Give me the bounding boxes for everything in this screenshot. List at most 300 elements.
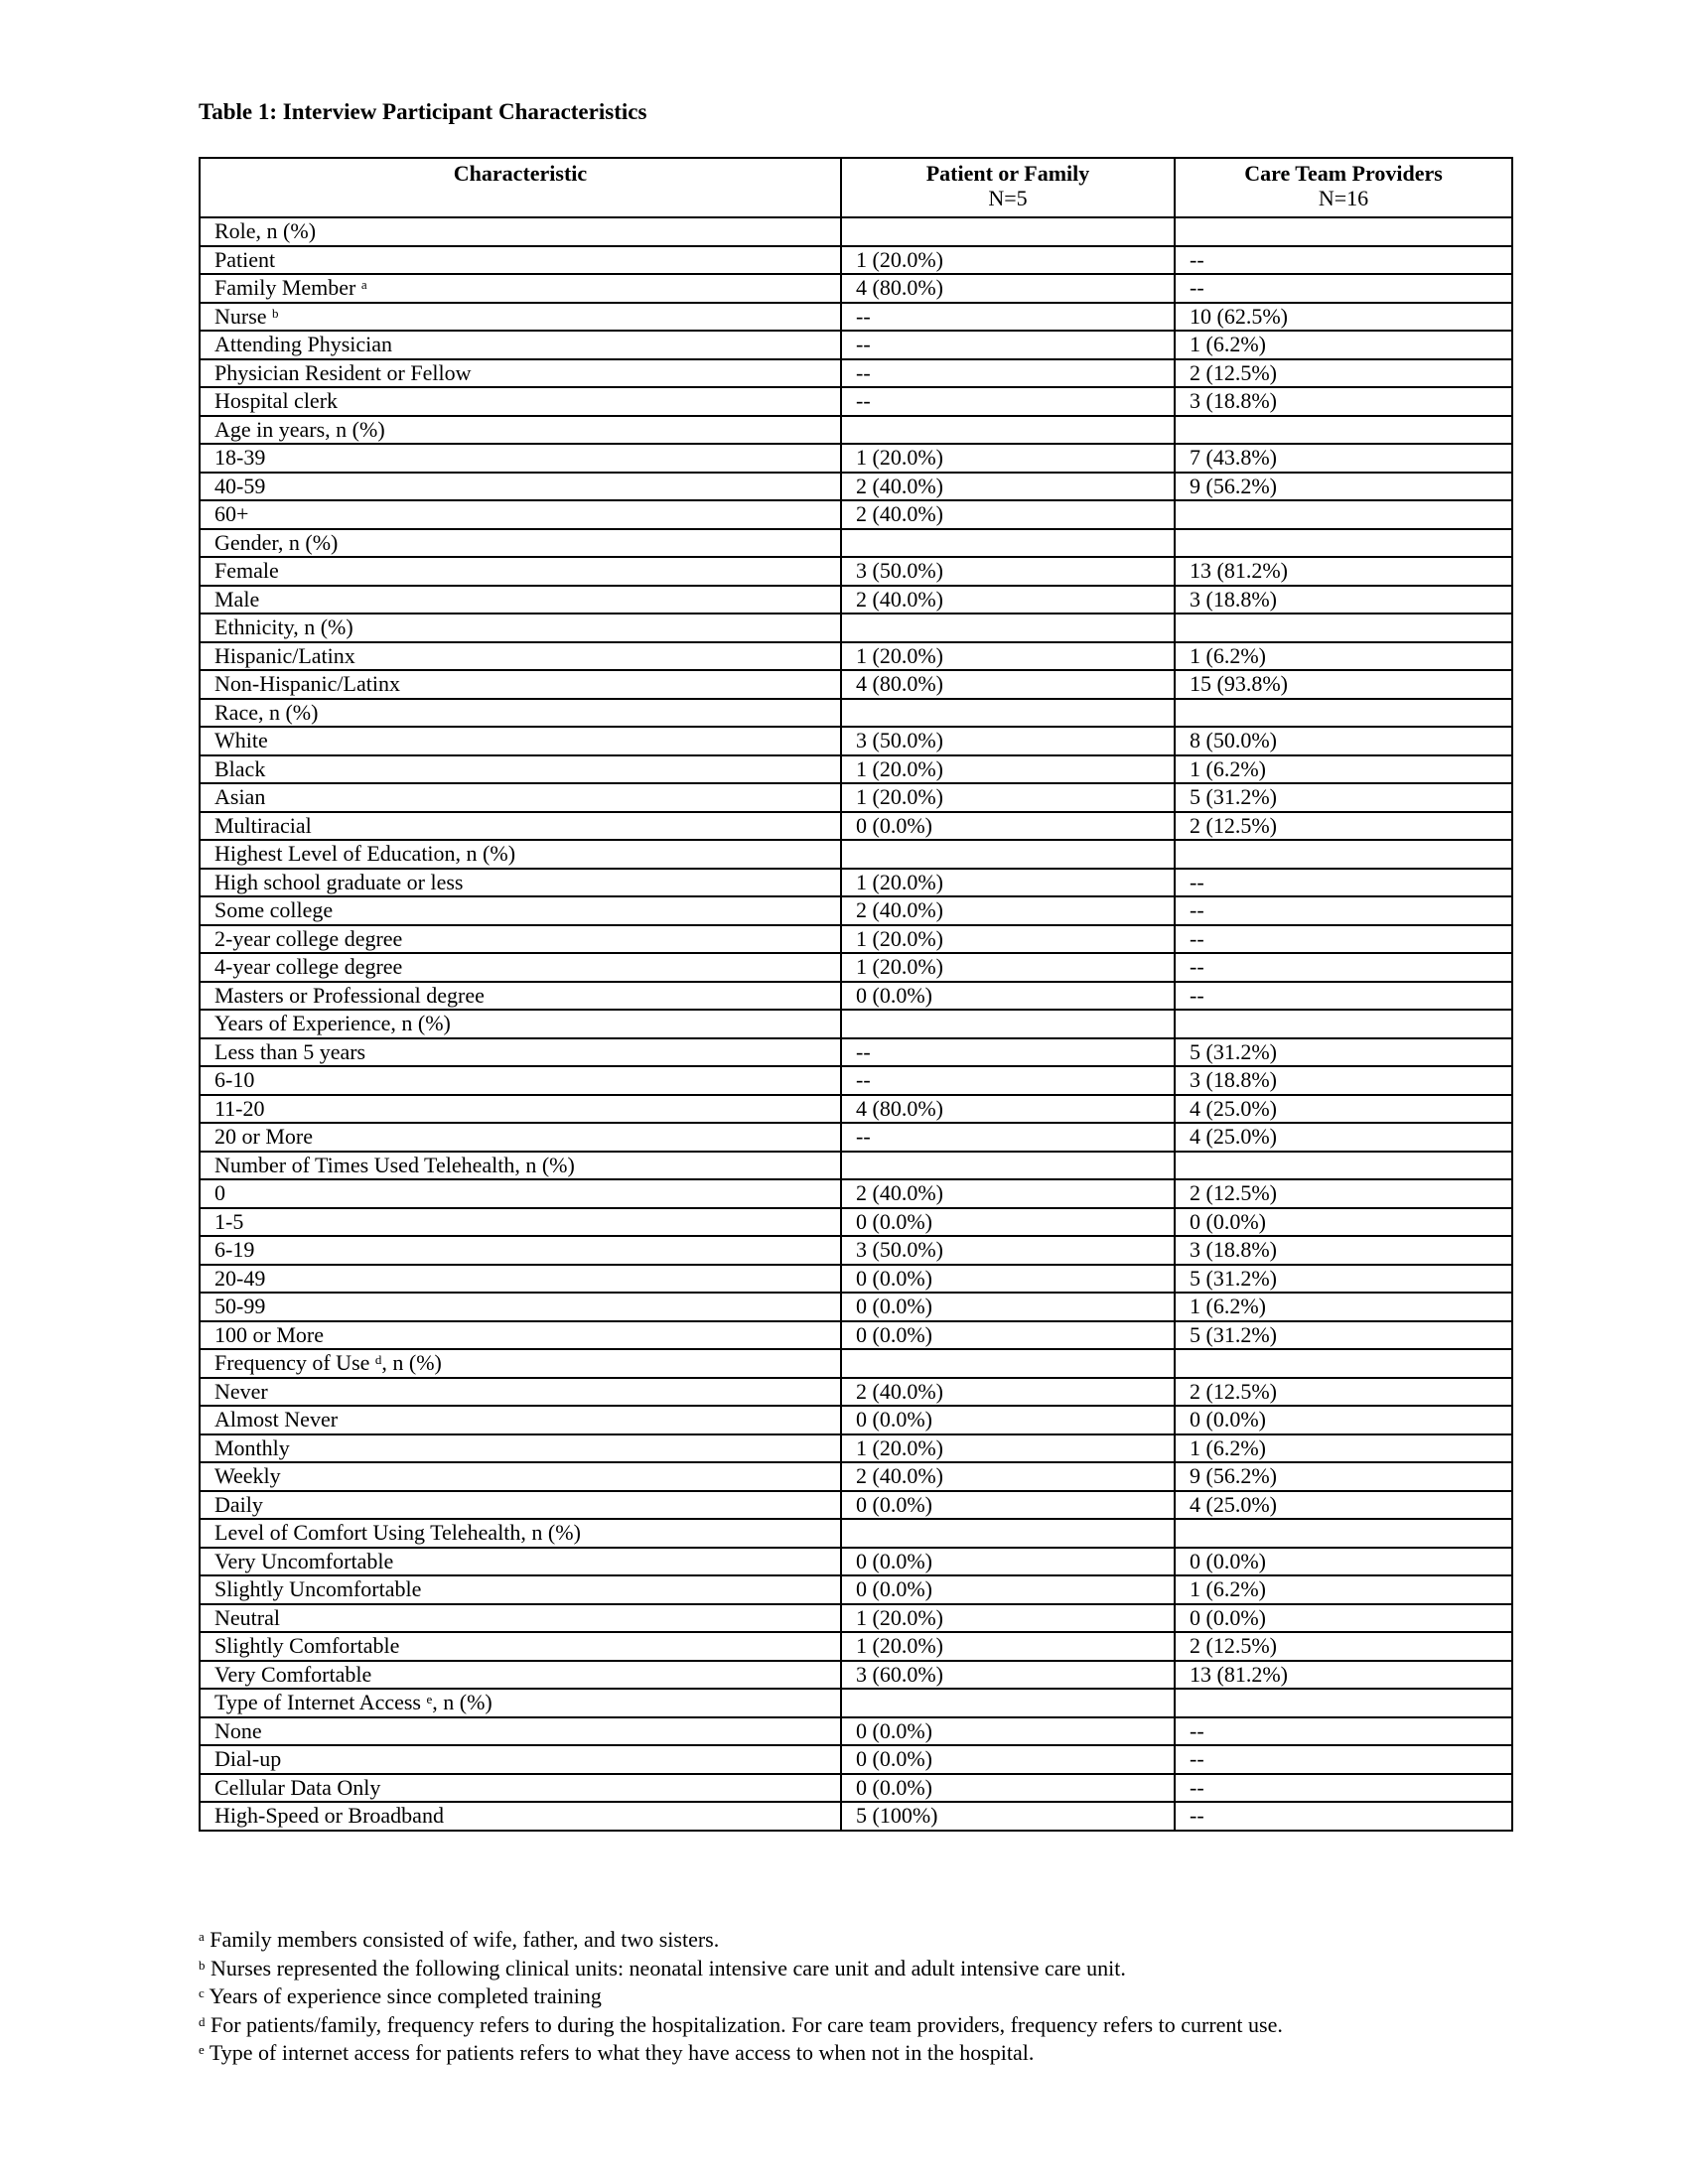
footnote (199, 2011, 1489, 2040)
table-row (200, 1632, 1512, 1661)
category-row (200, 529, 1512, 558)
care-team-value: 0 (0.0%) (1175, 1548, 1512, 1576)
characteristic-label: Family Member (214, 275, 356, 300)
care-team-value: -- (1175, 1717, 1512, 1746)
category-label-cell (200, 416, 841, 445)
table-row (200, 500, 1512, 529)
patient-family-value: 2 (40.0%) (841, 473, 1175, 501)
participant-characteristics-table (199, 157, 1513, 1832)
characteristic-label: Physician Resident or Fellow (214, 359, 472, 385)
patient-family-value: -- (841, 387, 1175, 416)
category-label-cell (200, 529, 841, 558)
characteristic-cell (200, 557, 841, 586)
characteristic-cell (200, 1293, 841, 1321)
table-row (200, 1179, 1512, 1208)
table-row (200, 1378, 1512, 1407)
care-team-value: -- (1175, 1802, 1512, 1831)
care-team-value: 3 (18.8%) (1175, 387, 1512, 416)
patient-family-value: 1 (20.0%) (841, 1604, 1175, 1633)
patient-family-value: 2 (40.0%) (841, 586, 1175, 614)
patient-family-value (841, 1152, 1175, 1180)
characteristic-label-suffix: , n (%) (381, 1350, 442, 1375)
characteristic-label: 1-5 (214, 1208, 244, 1234)
care-team-value (1175, 614, 1512, 642)
table-row (200, 1406, 1512, 1434)
column-header-patient-label: Patient or Family (925, 161, 1090, 186)
care-team-value: 10 (62.5%) (1175, 303, 1512, 332)
characteristic-label: White (214, 728, 268, 752)
footnote-marker: b (272, 305, 279, 321)
category-label-cell (200, 1519, 841, 1548)
table-row (200, 925, 1512, 954)
patient-family-value: 4 (80.0%) (841, 670, 1175, 699)
characteristic-label: 20-49 (214, 1265, 266, 1291)
characteristic-cell (200, 303, 841, 332)
care-team-value: 13 (81.2%) (1175, 557, 1512, 586)
care-team-value: -- (1175, 1745, 1512, 1774)
category-label-cell (200, 1349, 841, 1378)
characteristic-label-suffix: , n (%) (432, 1690, 492, 1714)
characteristic-cell (200, 1406, 841, 1434)
characteristic-label: High-Speed or Broadband (214, 1803, 444, 1828)
characteristic-label: Years of Experience, n (%) (214, 1011, 451, 1035)
table-row (200, 1717, 1512, 1746)
care-team-value: -- (1175, 869, 1512, 897)
characteristic-cell (200, 1548, 841, 1576)
characteristic-cell (200, 1123, 841, 1152)
footnote (199, 1982, 1489, 2011)
table-row (200, 444, 1512, 473)
care-team-value (1175, 1152, 1512, 1180)
table-title: Table 1: Interview Participant Characteristics (199, 99, 647, 124)
characteristic-label: Highest Level of Education, n (%) (214, 841, 516, 866)
table-body (200, 217, 1512, 1831)
table-row (200, 869, 1512, 897)
care-team-value (1175, 840, 1512, 869)
patient-family-value: 1 (20.0%) (841, 246, 1175, 275)
characteristic-cell (200, 444, 841, 473)
characteristic-cell (200, 1774, 841, 1803)
care-team-value: 2 (12.5%) (1175, 359, 1512, 388)
characteristic-label: 6-10 (214, 1067, 255, 1092)
table-row (200, 982, 1512, 1011)
characteristic-label: Role, n (%) (214, 218, 317, 243)
characteristic-cell (200, 1378, 841, 1407)
footnote-marker: d (199, 2013, 206, 2029)
patient-family-value: 1 (20.0%) (841, 642, 1175, 671)
table-row (200, 1548, 1512, 1576)
patient-family-value: -- (841, 359, 1175, 388)
characteristic-label: Multiracial (214, 812, 312, 838)
patient-family-value: 1 (20.0%) (841, 1632, 1175, 1661)
characteristic-label: Type of Internet Access (214, 1690, 421, 1714)
characteristic-label: 6-19 (214, 1237, 255, 1262)
characteristic-label: Weekly (214, 1463, 281, 1488)
characteristic-cell (200, 1179, 841, 1208)
patient-family-value: 1 (20.0%) (841, 869, 1175, 897)
patient-family-value: 2 (40.0%) (841, 1378, 1175, 1407)
table-row (200, 274, 1512, 303)
patient-family-value: 1 (20.0%) (841, 444, 1175, 473)
patient-family-value: -- (841, 331, 1175, 359)
patient-family-value: 1 (20.0%) (841, 755, 1175, 784)
care-team-value: 13 (81.2%) (1175, 1661, 1512, 1690)
table-row (200, 642, 1512, 671)
table-row (200, 1123, 1512, 1152)
patient-family-value (841, 614, 1175, 642)
table-row (200, 1038, 1512, 1067)
patient-family-value: 0 (0.0%) (841, 982, 1175, 1011)
patient-family-value: 0 (0.0%) (841, 1745, 1175, 1774)
characteristic-label: Neutral (214, 1604, 280, 1630)
table-row (200, 783, 1512, 812)
characteristic-cell (200, 1038, 841, 1067)
table-row (200, 1774, 1512, 1803)
category-row (200, 699, 1512, 728)
table-header-row (200, 158, 1512, 217)
patient-family-value: 0 (0.0%) (841, 1491, 1175, 1520)
table-row (200, 1293, 1512, 1321)
characteristic-label: None (214, 1717, 262, 1743)
characteristic-label: 4-year college degree (214, 954, 403, 979)
characteristic-cell (200, 755, 841, 784)
patient-family-value: 0 (0.0%) (841, 1575, 1175, 1604)
patient-family-value (841, 416, 1175, 445)
table-row (200, 755, 1512, 784)
table-row (200, 1236, 1512, 1265)
characteristic-cell (200, 812, 841, 841)
patient-family-value: 2 (40.0%) (841, 1179, 1175, 1208)
column-header-care-team (1175, 158, 1512, 217)
table-row (200, 387, 1512, 416)
table-row (200, 1575, 1512, 1604)
care-team-value: 3 (18.8%) (1175, 586, 1512, 614)
patient-family-value: 5 (100%) (841, 1802, 1175, 1831)
characteristic-label: Nurse (214, 303, 267, 329)
footnote-marker: c (199, 1985, 205, 2000)
patient-family-value: 4 (80.0%) (841, 1095, 1175, 1124)
care-team-value: 3 (18.8%) (1175, 1236, 1512, 1265)
care-team-value: 1 (6.2%) (1175, 1575, 1512, 1604)
care-team-value: 5 (31.2%) (1175, 1321, 1512, 1350)
care-team-value (1175, 500, 1512, 529)
characteristic-cell (200, 925, 841, 954)
characteristic-cell (200, 586, 841, 614)
care-team-value: 8 (50.0%) (1175, 727, 1512, 755)
patient-family-value: 2 (40.0%) (841, 1462, 1175, 1491)
characteristic-label: Race, n (%) (214, 699, 319, 725)
care-team-value: 15 (93.8%) (1175, 670, 1512, 699)
table-row (200, 1745, 1512, 1774)
patient-family-value: 1 (20.0%) (841, 783, 1175, 812)
patient-family-value: 3 (50.0%) (841, 557, 1175, 586)
category-label-cell (200, 614, 841, 642)
table-row (200, 1321, 1512, 1350)
footnotes (199, 1926, 1489, 2068)
patient-family-value: 3 (50.0%) (841, 727, 1175, 755)
category-label-cell (200, 1152, 841, 1180)
characteristic-label: Hospital clerk (214, 388, 339, 413)
category-label-cell (200, 217, 841, 246)
characteristic-cell (200, 1236, 841, 1265)
characteristic-label: Slightly Comfortable (214, 1633, 400, 1658)
characteristic-cell (200, 331, 841, 359)
table-row (200, 1462, 1512, 1491)
category-row (200, 416, 1512, 445)
care-team-value: 5 (31.2%) (1175, 1265, 1512, 1294)
care-team-value: 7 (43.8%) (1175, 444, 1512, 473)
patient-family-value: 0 (0.0%) (841, 1293, 1175, 1321)
footnote-marker: e (426, 1692, 433, 1706)
characteristic-cell (200, 274, 841, 303)
table-row (200, 670, 1512, 699)
patient-family-value: -- (841, 1038, 1175, 1067)
footnote-text: For patients/family, frequency refers to during the hospitalization. For care team providers, frequency refers to current use. (205, 2011, 1283, 2037)
patient-family-value: 3 (60.0%) (841, 1661, 1175, 1690)
characteristic-label: Patient (214, 246, 276, 272)
table-row (200, 586, 1512, 614)
patient-family-value: 0 (0.0%) (841, 1548, 1175, 1576)
care-team-value (1175, 1519, 1512, 1548)
care-team-value: 4 (25.0%) (1175, 1491, 1512, 1520)
care-team-value: 1 (6.2%) (1175, 1434, 1512, 1463)
characteristic-cell (200, 500, 841, 529)
characteristic-label: 40-59 (214, 473, 266, 498)
patient-family-value: 0 (0.0%) (841, 1321, 1175, 1350)
care-team-value: -- (1175, 274, 1512, 303)
characteristic-label: Hispanic/Latinx (214, 642, 355, 668)
care-team-value: 9 (56.2%) (1175, 1462, 1512, 1491)
table-row (200, 1661, 1512, 1690)
characteristic-label: 60+ (214, 501, 249, 526)
care-team-value: 2 (12.5%) (1175, 812, 1512, 841)
characteristic-label: Gender, n (%) (214, 529, 339, 555)
care-team-value: -- (1175, 953, 1512, 982)
category-row (200, 614, 1512, 642)
table-row (200, 331, 1512, 359)
characteristic-label: Almost Never (214, 1407, 339, 1432)
characteristic-cell (200, 1491, 841, 1520)
characteristic-label: Female (214, 558, 279, 583)
table-row (200, 1604, 1512, 1633)
characteristic-cell (200, 1604, 841, 1633)
table-row (200, 953, 1512, 982)
footnote-marker: a (360, 277, 367, 292)
table-row (200, 1066, 1512, 1095)
characteristic-label: Never (214, 1378, 268, 1404)
table-row (200, 359, 1512, 388)
characteristic-label: Asian (214, 784, 266, 809)
characteristic-cell (200, 1434, 841, 1463)
patient-family-value (841, 1689, 1175, 1717)
footnote-marker: a (199, 1929, 205, 1944)
care-team-value: 5 (31.2%) (1175, 1038, 1512, 1067)
patient-family-value (841, 840, 1175, 869)
patient-family-value: 0 (0.0%) (841, 812, 1175, 841)
characteristic-cell (200, 953, 841, 982)
care-team-value: 4 (25.0%) (1175, 1123, 1512, 1152)
care-team-value (1175, 699, 1512, 728)
characteristic-label: Number of Times Used Telehealth, n (%) (214, 1152, 575, 1177)
patient-family-value: 2 (40.0%) (841, 896, 1175, 925)
characteristic-cell (200, 783, 841, 812)
care-team-value (1175, 217, 1512, 246)
characteristic-cell (200, 1745, 841, 1774)
care-team-value: 1 (6.2%) (1175, 642, 1512, 671)
footnote-text: Nurses represented the following clinical units: neonatal intensive care unit and adult intensive care unit. (205, 1955, 1126, 1980)
column-header-patient-n: N=5 (988, 186, 1028, 210)
characteristic-cell (200, 727, 841, 755)
care-team-value: 3 (18.8%) (1175, 1066, 1512, 1095)
care-team-value: 5 (31.2%) (1175, 783, 1512, 812)
care-team-value: -- (1175, 925, 1512, 954)
category-label-cell (200, 840, 841, 869)
care-team-value: 0 (0.0%) (1175, 1604, 1512, 1633)
characteristic-cell (200, 473, 841, 501)
patient-family-value: 3 (50.0%) (841, 1236, 1175, 1265)
characteristic-label: Some college (214, 897, 334, 922)
patient-family-value (841, 1349, 1175, 1378)
patient-family-value: 0 (0.0%) (841, 1774, 1175, 1803)
characteristic-label: Non-Hispanic/Latinx (214, 671, 400, 696)
footnote-marker: d (374, 1352, 382, 1367)
category-label-cell (200, 699, 841, 728)
characteristic-cell (200, 1575, 841, 1604)
patient-family-value (841, 1519, 1175, 1548)
characteristic-cell (200, 1265, 841, 1294)
category-row (200, 217, 1512, 246)
care-team-value: 4 (25.0%) (1175, 1095, 1512, 1124)
column-header-patient (841, 158, 1175, 217)
footnote-text: Type of internet access for patients refers to what they have access to when not in the hospital. (204, 2040, 1035, 2065)
care-team-value: -- (1175, 982, 1512, 1011)
characteristic-label: Black (214, 755, 266, 781)
column-header-care-team-label: Care Team Providers (1244, 161, 1443, 186)
category-row (200, 1689, 1512, 1717)
care-team-value: 1 (6.2%) (1175, 331, 1512, 359)
footnote-marker: e (199, 2042, 205, 2057)
category-label-cell (200, 1689, 841, 1717)
characteristic-cell (200, 1321, 841, 1350)
patient-family-value: 0 (0.0%) (841, 1208, 1175, 1237)
characteristic-label: Dial-up (214, 1746, 282, 1771)
category-label-cell (200, 1010, 841, 1038)
patient-family-value (841, 529, 1175, 558)
category-row (200, 840, 1512, 869)
table-row (200, 896, 1512, 925)
care-team-value: 2 (12.5%) (1175, 1632, 1512, 1661)
characteristic-label: Very Comfortable (214, 1661, 372, 1687)
characteristic-label: Masters or Professional degree (214, 982, 485, 1008)
characteristic-label: 100 or More (214, 1321, 324, 1347)
category-row (200, 1010, 1512, 1038)
patient-family-value: 1 (20.0%) (841, 1434, 1175, 1463)
characteristic-cell (200, 1802, 841, 1831)
characteristic-cell (200, 1632, 841, 1661)
column-header-care-team-n: N=16 (1318, 186, 1369, 210)
characteristic-label: Ethnicity, n (%) (214, 614, 353, 639)
care-team-value: -- (1175, 896, 1512, 925)
care-team-value: -- (1175, 246, 1512, 275)
characteristic-label: Cellular Data Only (214, 1774, 381, 1800)
category-row (200, 1349, 1512, 1378)
table-row (200, 246, 1512, 275)
table-row (200, 557, 1512, 586)
care-team-value: 0 (0.0%) (1175, 1208, 1512, 1237)
table-row (200, 1208, 1512, 1237)
care-team-value (1175, 1010, 1512, 1038)
footnote (199, 1926, 1489, 1955)
patient-family-value (841, 217, 1175, 246)
characteristic-cell (200, 1661, 841, 1690)
table-row (200, 1802, 1512, 1831)
characteristic-cell (200, 1208, 841, 1237)
footnote-text: Family members consisted of wife, father, and two sisters. (204, 1927, 720, 1952)
table-row (200, 1491, 1512, 1520)
characteristic-label: Monthly (214, 1434, 290, 1460)
characteristic-label: Frequency of Use (214, 1350, 370, 1375)
patient-family-value: 0 (0.0%) (841, 1265, 1175, 1294)
characteristic-cell (200, 1095, 841, 1124)
patient-family-value (841, 1010, 1175, 1038)
category-row (200, 1519, 1512, 1548)
characteristic-label: Slightly Uncomfortable (214, 1576, 422, 1601)
characteristic-cell (200, 1717, 841, 1746)
patient-family-value: 0 (0.0%) (841, 1406, 1175, 1434)
patient-family-value: 0 (0.0%) (841, 1717, 1175, 1746)
characteristic-cell (200, 869, 841, 897)
patient-family-value (841, 699, 1175, 728)
characteristic-label: 0 (214, 1180, 225, 1205)
characteristic-label: Male (214, 586, 260, 612)
patient-family-value: -- (841, 1123, 1175, 1152)
care-team-value: 0 (0.0%) (1175, 1406, 1512, 1434)
characteristic-label: 2-year college degree (214, 925, 403, 951)
footnote-text: Years of experience since completed training (204, 1983, 602, 2008)
characteristic-label: 11-20 (214, 1095, 265, 1121)
patient-family-value: 1 (20.0%) (841, 953, 1175, 982)
care-team-value: -- (1175, 1774, 1512, 1803)
care-team-value: 1 (6.2%) (1175, 1293, 1512, 1321)
characteristic-cell (200, 896, 841, 925)
characteristic-label: Very Uncomfortable (214, 1548, 394, 1573)
table-row (200, 727, 1512, 755)
care-team-value (1175, 416, 1512, 445)
characteristic-label: High school graduate or less (214, 869, 464, 894)
care-team-value: 1 (6.2%) (1175, 755, 1512, 784)
characteristic-cell (200, 359, 841, 388)
care-team-value: 2 (12.5%) (1175, 1378, 1512, 1407)
category-row (200, 1152, 1512, 1180)
characteristic-label: 20 or More (214, 1124, 313, 1149)
patient-family-value: 2 (40.0%) (841, 500, 1175, 529)
table-row (200, 1265, 1512, 1294)
table-row (200, 1095, 1512, 1124)
table-row (200, 812, 1512, 841)
characteristic-cell (200, 982, 841, 1011)
care-team-value (1175, 1349, 1512, 1378)
characteristic-cell (200, 1462, 841, 1491)
patient-family-value: 4 (80.0%) (841, 274, 1175, 303)
characteristic-cell (200, 670, 841, 699)
characteristic-cell (200, 246, 841, 275)
care-team-value (1175, 1689, 1512, 1717)
care-team-value (1175, 529, 1512, 558)
care-team-value: 2 (12.5%) (1175, 1179, 1512, 1208)
patient-family-value: 1 (20.0%) (841, 925, 1175, 954)
characteristic-cell (200, 1066, 841, 1095)
footnote (199, 1955, 1489, 1983)
